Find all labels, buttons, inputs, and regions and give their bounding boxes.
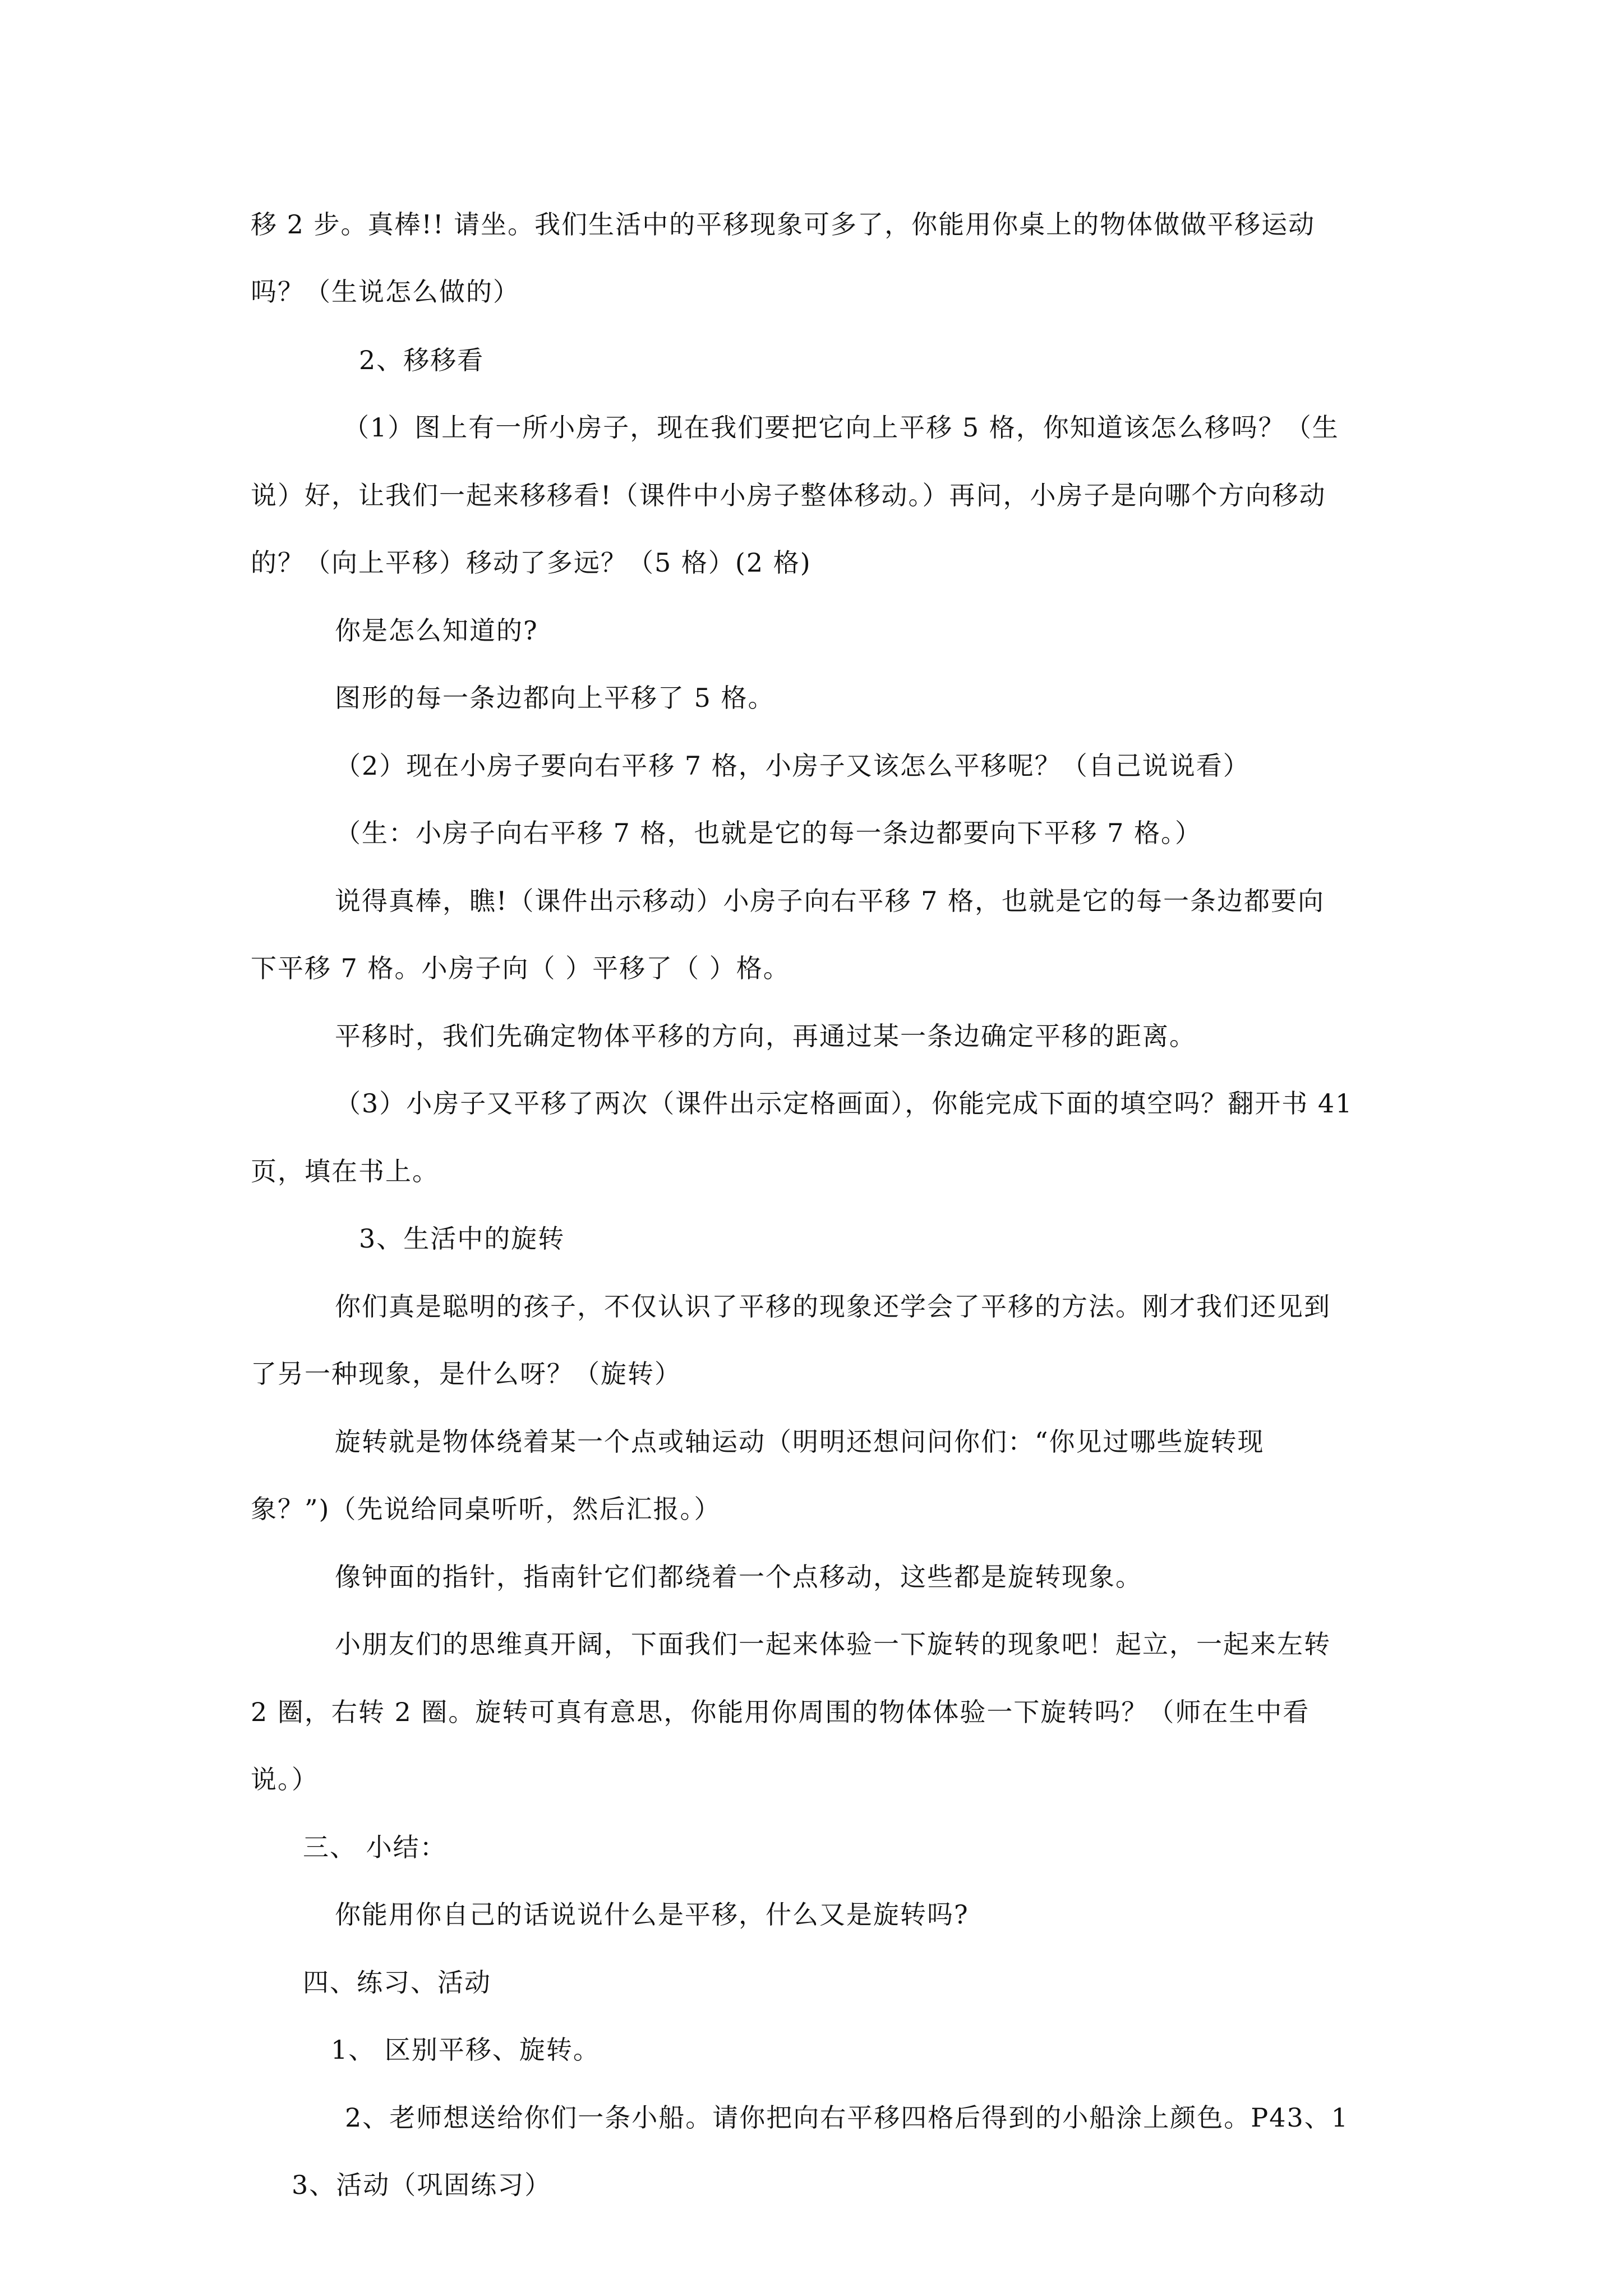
paragraph-line: 平移时，我们先确定物体平移的方向，再通过某一条边确定平移的距离。 xyxy=(335,1021,1196,1051)
paragraph-line: 2 圈，右转 2 圈。旋转可真有意思，你能用你周围的物体体验一下旋转吗？（师在生中看 xyxy=(251,1697,1310,1727)
paragraph-line: （2）现在小房子要向右平移 7 格，小房子又该怎么平移呢？（自己说说看） xyxy=(335,751,1250,781)
paragraph-line: 你们真是聪明的孩子，不仅认识了平移的现象还学会了平移的方法。刚才我们还见到 xyxy=(335,1291,1331,1322)
paragraph-line: 吗？（生说怎么做的） xyxy=(251,277,520,307)
section-heading: 3、生活中的旋转 xyxy=(359,1223,565,1254)
paragraph-line: 的？（向上平移）移动了多远？（5 格）(2 格) xyxy=(251,547,811,578)
paragraph-line: 页，填在书上。 xyxy=(251,1156,439,1186)
paragraph-line: 像钟面的指针，指南针它们都绕着一个点移动，这些都是旋转现象。 xyxy=(335,1562,1142,1592)
paragraph-line: 旋转就是物体绕着某一个点或轴运动（明明还想问问你们：“你见过哪些旋转现 xyxy=(335,1427,1265,1457)
paragraph-line: （生：小房子向右平移 7 格，也就是它的每一条边都要向下平移 7 格。） xyxy=(335,818,1202,848)
paragraph-line: 小朋友们的思维真开阔，下面我们一起来体验一下旋转的现象吧！起立，一起来左转 xyxy=(335,1629,1331,1659)
paragraph-line: 说得真棒，瞧!（课件出示移动）小房子向右平移 7 格，也就是它的每一条边都要向 xyxy=(335,886,1325,916)
paragraph-line: 象？”)（先说给同桌听听，然后汇报。） xyxy=(251,1494,721,1524)
paragraph-line: 说）好，让我们一起来移移看!（课件中小房子整体移动。）再问，小房子是向哪个方向移动 xyxy=(251,480,1326,510)
section-heading: 三、 小结： xyxy=(303,1832,447,1862)
list-item: 3、活动（巩固练习） xyxy=(292,2170,552,2200)
paragraph-line: （3）小房子又平移了两次（课件出示定格画面），你能完成下面的填空吗？翻开书 41 xyxy=(335,1088,1353,1119)
section-heading: 2、移移看 xyxy=(359,345,485,375)
paragraph-line: 图形的每一条边都向上平移了 5 格。 xyxy=(335,683,775,713)
section-heading: 四、练习、活动 xyxy=(303,1967,491,1998)
paragraph-line: 说。） xyxy=(251,1764,319,1795)
paragraph-line: 下平移 7 格。小房子向（ ）平移了（ ）格。 xyxy=(251,953,790,983)
paragraph-line: 你能用你自己的话说说什么是平移，什么又是旋转吗? xyxy=(335,1899,969,1930)
paragraph-line: 了另一种现象，是什么呀？（旋转） xyxy=(251,1359,681,1389)
list-item: 2、老师想送给你们一条小船。请你把向右平移四格后得到的小船涂上颜色。P43、1 xyxy=(345,2102,1349,2133)
paragraph-line: （1）图上有一所小房子，现在我们要把它向上平移 5 格，你知道该怎么移吗？（生 xyxy=(343,412,1339,443)
paragraph-line: 你是怎么知道的? xyxy=(335,615,538,646)
list-item: 1、 区别平移、旋转。 xyxy=(331,2035,600,2065)
paragraph-line: 移 2 步。真棒!! 请坐。我们生活中的平移现象可多了，你能用你桌上的物体做做平移运动 xyxy=(251,209,1316,240)
